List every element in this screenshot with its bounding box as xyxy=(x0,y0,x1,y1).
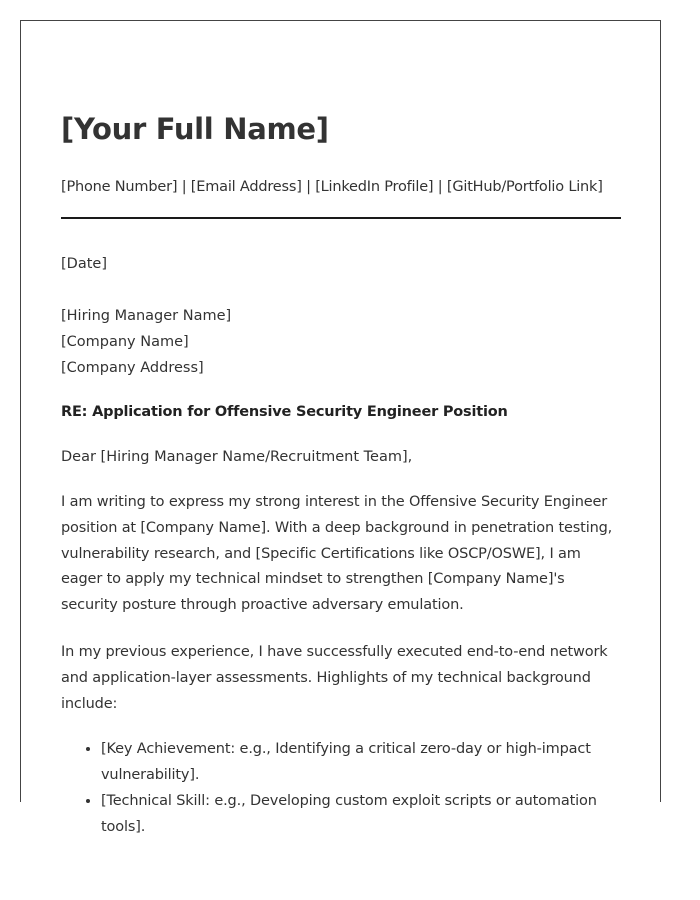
letter-page xyxy=(20,20,661,835)
recipient-manager: [Hiring Manager Name] xyxy=(61,308,232,324)
recipient-block xyxy=(61,303,621,381)
recipient-company: [Company Name] xyxy=(61,334,189,350)
subject-line: RE: Application for Offensive Security Engineer Position xyxy=(61,404,508,420)
contact-line: [Phone Number] | [Email Address] | [LinkedIn Profile] | [GitHub/Portfolio Link] xyxy=(61,179,603,195)
header-divider xyxy=(61,217,621,219)
list-item: • [Key Achievement: e.g., Identifying a critical zero-day or high-impact vulnerability]. xyxy=(101,737,621,789)
letter-date: [Date] xyxy=(61,256,107,272)
highlights-list xyxy=(61,737,621,840)
applicant-name: [Your Full Name] xyxy=(61,112,329,146)
greeting: Dear [Hiring Manager Name/Recruitment Team], xyxy=(61,449,413,465)
letter-content xyxy=(61,109,621,841)
body-paragraph-experience: In my previous experience, I have successfully executed end-to-end network and application-layer assessments. Highlights of my technical background include: xyxy=(61,643,608,712)
list-item: • [Technical Skill: e.g., Developing custom exploit scripts or automation tools]. xyxy=(101,789,621,841)
recipient-address: [Company Address] xyxy=(61,360,204,376)
body-paragraph-intro: I am writing to express my strong interest in the Offensive Security Engineer position at [Company Name]. With a deep background in penetration testing, vulnerability research, and [Specific Certifications like OSCP/OSWE], I am eager to apply my technical mindset to strengthen [Company Name]'s security posture through proactive adversary emulation. xyxy=(61,494,613,614)
